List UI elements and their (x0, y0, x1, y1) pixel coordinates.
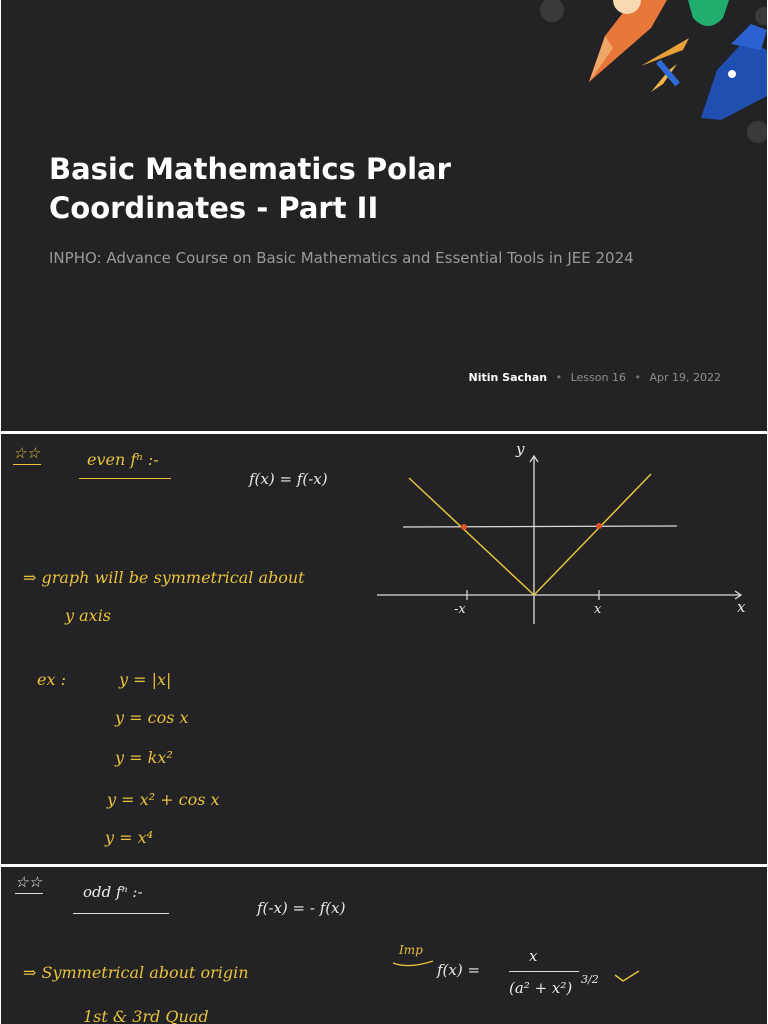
example-item: y = kx² (115, 748, 173, 767)
symmetry-statement: ⇒ graph will be symmetrical about (23, 568, 305, 587)
meta-separator: • (634, 371, 641, 384)
quadrant-note: 1st & 3rd Quad (83, 1007, 209, 1024)
check-mark-icon (613, 967, 643, 987)
example-item: y = x² + cos x (107, 790, 220, 809)
author-name: Nitin Sachan (468, 371, 548, 384)
odd-definition: f(-x) = - f(x) (257, 899, 346, 917)
lesson-number: Lesson 16 (570, 371, 626, 384)
tick-label-neg-x: -x (454, 602, 466, 617)
example-item: y = cos x (115, 708, 189, 727)
origin-symmetry-statement: ⇒ Symmetrical about origin (23, 963, 249, 982)
example-label: ex : (37, 670, 66, 689)
heading-underline (73, 913, 169, 914)
title-line-2: Coordinates - Part II (49, 191, 379, 225)
even-function-heading: even fⁿ :- (87, 450, 159, 469)
lesson-meta (468, 371, 721, 384)
imp-label: Imp (399, 943, 423, 957)
lesson-date: Apr 19, 2022 (649, 371, 721, 384)
meta-separator: • (555, 371, 563, 384)
y-axis-label: y (516, 440, 525, 458)
even-definition: f(x) = f(-x) (249, 470, 328, 488)
notes-slide-even-function (1, 434, 767, 864)
formula-lhs: f(x) = (437, 961, 481, 979)
importance-stars: ☆☆ (15, 873, 42, 891)
mod-x-graph (1, 434, 767, 864)
example-item: y = |x| (119, 670, 172, 689)
stars-underline (15, 893, 43, 894)
x-axis-label: x (737, 598, 746, 616)
fraction-bar (509, 971, 579, 972)
formula-denominator: (a² + x²) (509, 979, 573, 997)
notes-slide-odd-function (1, 867, 767, 1024)
lesson-title (49, 150, 569, 228)
title-line-1: Basic Mathematics Polar (49, 152, 451, 186)
formula-exponent: 3/2 (581, 973, 599, 986)
example-item: y = x⁴ (105, 828, 154, 847)
formula-numerator: x (529, 947, 538, 965)
mod-x-curve (409, 474, 651, 595)
symmetry-statement-axis: y axis (65, 606, 112, 625)
cover-slide (1, 0, 767, 431)
tick-label-pos-x: x (594, 602, 602, 617)
importance-stars: ☆☆ (13, 444, 40, 462)
intersection-point (461, 524, 467, 530)
intersection-point (596, 523, 602, 529)
horizontal-line (403, 526, 677, 527)
odd-function-heading: odd fⁿ :- (83, 883, 143, 901)
course-subtitle: INPHO: Advance Course on Basic Mathematics and Essential Tools in JEE 2024 (49, 249, 634, 267)
